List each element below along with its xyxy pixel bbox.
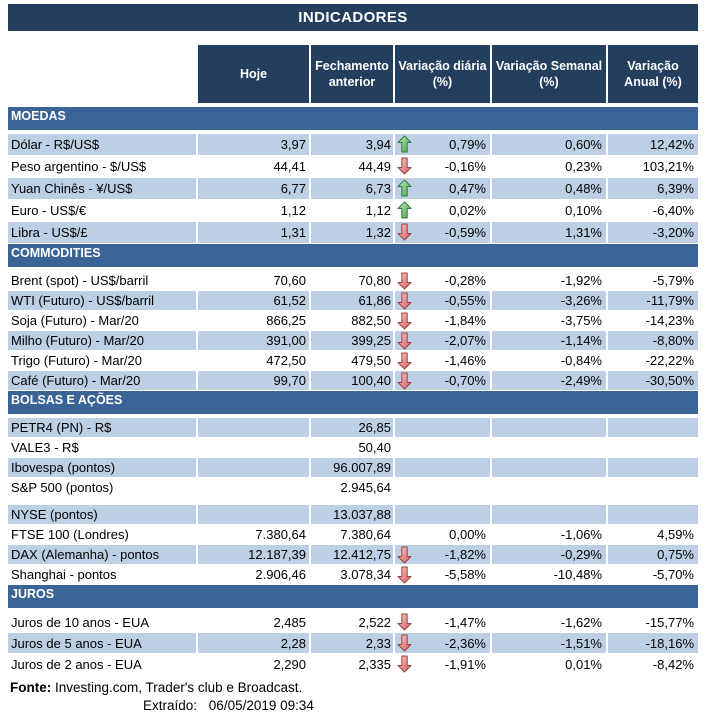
hoje-value: 7.380,64 <box>198 525 311 545</box>
hoje-value: 99,70 <box>198 371 311 391</box>
variacao-semanal-value <box>492 505 608 525</box>
variacao-diaria-value: -0,55% <box>444 293 486 308</box>
variacao-semanal-value: -0,29% <box>492 545 608 565</box>
variacao-semanal-value: -3,75% <box>492 311 608 331</box>
variacao-diaria-cell <box>395 525 492 545</box>
variacao-anual-value: -3,20% <box>608 222 698 244</box>
variacao-diaria-cell <box>395 222 492 244</box>
up-arrow-icon <box>397 201 412 219</box>
variacao-diaria-value: -1,47% <box>444 614 486 630</box>
column-header-variacao-semanal: Variação Semanal (%) <box>492 45 608 103</box>
table-row <box>8 311 698 331</box>
down-arrow-icon <box>397 312 412 330</box>
variacao-semanal-value: -10,48% <box>492 565 608 585</box>
variacao-diaria-cell <box>395 505 492 525</box>
variacao-anual-value <box>608 438 698 458</box>
table-row <box>8 565 698 585</box>
variacao-anual-value: -14,23% <box>608 311 698 331</box>
row-label: Brent (spot) - US$/barril <box>8 271 198 291</box>
hoje-value: 6,77 <box>198 178 311 200</box>
fechamento-anterior-value: 12.412,75 <box>311 545 395 565</box>
hoje-value <box>198 458 311 478</box>
variacao-semanal-value: -1,62% <box>492 612 608 633</box>
row-label: Dólar - R$/US$ <box>8 134 198 156</box>
variacao-diaria-cell <box>395 612 492 633</box>
variacao-diaria-value: 0,79% <box>449 137 486 152</box>
hoje-value: 70,60 <box>198 271 311 291</box>
variacao-diaria-cell <box>395 478 492 498</box>
variacao-semanal-value: 0,60% <box>492 134 608 156</box>
hoje-value: 2,28 <box>198 633 311 654</box>
fechamento-anterior-value: 13.037,88 <box>311 505 395 525</box>
down-arrow-icon <box>397 634 412 652</box>
variacao-semanal-value: -2,49% <box>492 371 608 391</box>
variacao-diaria-value: 0,00% <box>449 527 486 542</box>
row-spacer <box>8 498 698 505</box>
fechamento-anterior-value: 6,73 <box>311 178 395 200</box>
hoje-value: 2.906,46 <box>198 565 311 585</box>
table-row <box>8 545 698 565</box>
variacao-diaria-cell <box>395 331 492 351</box>
variacao-diaria-cell <box>395 200 492 222</box>
variacao-anual-value: -5,79% <box>608 271 698 291</box>
table-row <box>8 178 698 200</box>
down-arrow-icon <box>397 566 412 584</box>
variacao-diaria-cell <box>395 654 492 675</box>
fechamento-anterior-value: 2.945,64 <box>311 478 395 498</box>
variacao-diaria-cell <box>395 134 492 156</box>
variacao-diaria-value: -5,58% <box>444 567 486 582</box>
table-row <box>8 633 698 654</box>
down-arrow-icon <box>397 292 412 310</box>
row-label: FTSE 100 (Londres) <box>8 525 198 545</box>
down-arrow-icon <box>397 157 412 175</box>
extracted-timestamp: 06/05/2019 09:34 <box>208 698 314 713</box>
table-row <box>8 331 698 351</box>
table-row <box>8 156 698 178</box>
extracted-label: Extraído: <box>143 698 198 713</box>
row-label: Juros de 5 anos - EUA <box>8 633 198 654</box>
column-header-variacao-diaria: Variação diária (%) <box>395 45 492 103</box>
fechamento-anterior-value: 1,32 <box>311 222 395 244</box>
row-label: Peso argentino - $/US$ <box>8 156 198 178</box>
fechamento-anterior-value: 44,49 <box>311 156 395 178</box>
variacao-diaria-value: -1,82% <box>444 547 486 562</box>
row-label: Shanghai - pontos <box>8 565 198 585</box>
fechamento-anterior-value: 50,40 <box>311 438 395 458</box>
variacao-diaria-value: -0,70% <box>444 373 486 388</box>
variacao-anual-value: 4,59% <box>608 525 698 545</box>
variacao-semanal-value <box>492 418 608 438</box>
fechamento-anterior-value: 3.078,34 <box>311 565 395 585</box>
hoje-value: 2,485 <box>198 612 311 633</box>
section-header-moedas: MOEDAS <box>8 107 698 130</box>
table-row <box>8 612 698 633</box>
variacao-anual-value <box>608 458 698 478</box>
down-arrow-icon <box>397 655 412 673</box>
hoje-value: 12.187,39 <box>198 545 311 565</box>
hoje-value: 472,50 <box>198 351 311 371</box>
down-arrow-icon <box>397 332 412 350</box>
variacao-diaria-value: -0,28% <box>444 273 486 288</box>
fechamento-anterior-value: 96.007,89 <box>311 458 395 478</box>
variacao-diaria-value: 0,47% <box>449 181 486 196</box>
fechamento-anterior-value: 100,40 <box>311 371 395 391</box>
variacao-semanal-value: 0,01% <box>492 654 608 675</box>
table-row <box>8 271 698 291</box>
variacao-semanal-value <box>492 458 608 478</box>
hoje-value: 61,52 <box>198 291 311 311</box>
table-row <box>8 291 698 311</box>
variacao-diaria-cell <box>395 458 492 478</box>
row-label: S&P 500 (pontos) <box>8 478 198 498</box>
variacao-diaria-value: -2,07% <box>444 333 486 348</box>
page-title: INDICADORES <box>8 4 698 31</box>
column-header-row <box>8 45 698 103</box>
variacao-anual-value: -6,40% <box>608 200 698 222</box>
variacao-anual-value: 0,75% <box>608 545 698 565</box>
variacao-diaria-cell <box>395 178 492 200</box>
variacao-diaria-cell <box>395 271 492 291</box>
row-label: Milho (Futuro) - Mar/20 <box>8 331 198 351</box>
variacao-semanal-value: -1,06% <box>492 525 608 545</box>
hoje-value <box>198 505 311 525</box>
table-row <box>8 458 698 478</box>
hoje-value: 44,41 <box>198 156 311 178</box>
variacao-diaria-value: -0,59% <box>444 225 486 240</box>
variacao-semanal-value: -1,51% <box>492 633 608 654</box>
row-label: Euro - US$/€ <box>8 200 198 222</box>
row-label: Libra - US$/£ <box>8 222 198 244</box>
fechamento-anterior-value: 882,50 <box>311 311 395 331</box>
variacao-semanal-value <box>492 478 608 498</box>
row-label: NYSE (pontos) <box>8 505 198 525</box>
hoje-value: 3,97 <box>198 134 311 156</box>
table-row <box>8 438 698 458</box>
variacao-anual-value: -5,70% <box>608 565 698 585</box>
fechamento-anterior-value: 7.380,64 <box>311 525 395 545</box>
variacao-anual-value: -15,77% <box>608 612 698 633</box>
variacao-semanal-value: 0,10% <box>492 200 608 222</box>
variacao-semanal-value: -0,84% <box>492 351 608 371</box>
variacao-semanal-value <box>492 438 608 458</box>
variacao-anual-value <box>608 478 698 498</box>
variacao-anual-value: -11,79% <box>608 291 698 311</box>
fechamento-anterior-value: 61,86 <box>311 291 395 311</box>
column-header-fechamento-anterior: Fechamento anterior <box>311 45 395 103</box>
fechamento-anterior-value: 26,85 <box>311 418 395 438</box>
hoje-value: 1,12 <box>198 200 311 222</box>
variacao-anual-value: 12,42% <box>608 134 698 156</box>
fechamento-anterior-value: 1,12 <box>311 200 395 222</box>
variacao-diaria-cell <box>395 565 492 585</box>
up-arrow-icon <box>397 179 412 197</box>
row-label: PETR4 (PN) - R$ <box>8 418 198 438</box>
variacao-diaria-cell <box>395 438 492 458</box>
variacao-diaria-cell <box>395 351 492 371</box>
row-label: Trigo (Futuro) - Mar/20 <box>8 351 198 371</box>
table-row <box>8 351 698 371</box>
table-row <box>8 418 698 438</box>
hoje-value <box>198 438 311 458</box>
variacao-anual-value <box>608 418 698 438</box>
variacao-anual-value: -22,22% <box>608 351 698 371</box>
variacao-anual-value: 103,21% <box>608 156 698 178</box>
down-arrow-icon <box>397 352 412 370</box>
fechamento-anterior-value: 2,522 <box>311 612 395 633</box>
extracted-line <box>10 697 698 715</box>
table-body <box>8 107 698 675</box>
variacao-anual-value: -8,42% <box>608 654 698 675</box>
variacao-diaria-value: -0,16% <box>444 159 486 174</box>
fechamento-anterior-value: 3,94 <box>311 134 395 156</box>
hoje-value: 866,25 <box>198 311 311 331</box>
column-header-variacao-anual: Variação Anual (%) <box>608 45 698 103</box>
variacao-anual-value: -8,80% <box>608 331 698 351</box>
variacao-semanal-value: -3,26% <box>492 291 608 311</box>
variacao-semanal-value: 1,31% <box>492 222 608 244</box>
row-label: VALE3 - R$ <box>8 438 198 458</box>
fechamento-anterior-value: 479,50 <box>311 351 395 371</box>
hoje-value: 1,31 <box>198 222 311 244</box>
variacao-semanal-value: 0,23% <box>492 156 608 178</box>
variacao-anual-value: 6,39% <box>608 178 698 200</box>
variacao-diaria-cell <box>395 545 492 565</box>
variacao-semanal-value: -1,14% <box>492 331 608 351</box>
variacao-semanal-value: 0,48% <box>492 178 608 200</box>
hoje-value: 391,00 <box>198 331 311 351</box>
section-header-juros: JUROS <box>8 585 698 608</box>
row-label: Café (Futuro) - Mar/20 <box>8 371 198 391</box>
footer <box>10 679 698 715</box>
table-row <box>8 222 698 244</box>
hoje-value: 2,290 <box>198 654 311 675</box>
table-row <box>8 654 698 675</box>
down-arrow-icon <box>397 272 412 290</box>
row-label: Juros de 10 anos - EUA <box>8 612 198 633</box>
variacao-diaria-value: -1,84% <box>444 313 486 328</box>
table-row <box>8 200 698 222</box>
variacao-anual-value: -30,50% <box>608 371 698 391</box>
up-arrow-icon <box>397 135 412 153</box>
variacao-diaria-value: 0,02% <box>449 203 486 218</box>
down-arrow-icon <box>397 546 412 564</box>
row-label: WTI (Futuro) - US$/barril <box>8 291 198 311</box>
variacao-diaria-value: -1,46% <box>444 353 486 368</box>
hoje-value <box>198 418 311 438</box>
row-label: Ibovespa (pontos) <box>8 458 198 478</box>
down-arrow-icon <box>397 613 412 631</box>
source-label: Fonte: <box>10 680 52 695</box>
variacao-diaria-cell <box>395 371 492 391</box>
variacao-anual-value: -18,16% <box>608 633 698 654</box>
fechamento-anterior-value: 2,33 <box>311 633 395 654</box>
table-row <box>8 478 698 498</box>
variacao-diaria-cell <box>395 156 492 178</box>
variacao-diaria-cell <box>395 291 492 311</box>
variacao-diaria-value: -1,91% <box>444 656 486 672</box>
variacao-diaria-cell <box>395 633 492 654</box>
column-header-hoje: Hoje <box>198 45 311 103</box>
fechamento-anterior-value: 70,80 <box>311 271 395 291</box>
fechamento-anterior-value: 399,25 <box>311 331 395 351</box>
variacao-semanal-value: -1,92% <box>492 271 608 291</box>
section-header-commodities: COMMODITIES <box>8 244 698 267</box>
down-arrow-icon <box>397 223 412 241</box>
variacao-diaria-cell <box>395 311 492 331</box>
down-arrow-icon <box>397 372 412 390</box>
table-row <box>8 505 698 525</box>
variacao-diaria-value: -2,36% <box>444 635 486 651</box>
source-text: Investing.com, Trader's club e Broadcast. <box>55 680 303 695</box>
table-row <box>8 371 698 391</box>
table-row <box>8 525 698 545</box>
header-spacer <box>8 45 198 103</box>
source-line <box>10 679 698 697</box>
fechamento-anterior-value: 2,335 <box>311 654 395 675</box>
hoje-value <box>198 478 311 498</box>
variacao-anual-value <box>608 505 698 525</box>
row-label: Soja (Futuro) - Mar/20 <box>8 311 198 331</box>
row-label: Juros de 2 anos - EUA <box>8 654 198 675</box>
row-label: DAX (Alemanha) - pontos <box>8 545 198 565</box>
section-header-bolsas-e-a-es: BOLSAS E AÇÕES <box>8 391 698 414</box>
row-label: Yuan Chinês - ¥/US$ <box>8 178 198 200</box>
table-row <box>8 134 698 156</box>
variacao-diaria-cell <box>395 418 492 438</box>
